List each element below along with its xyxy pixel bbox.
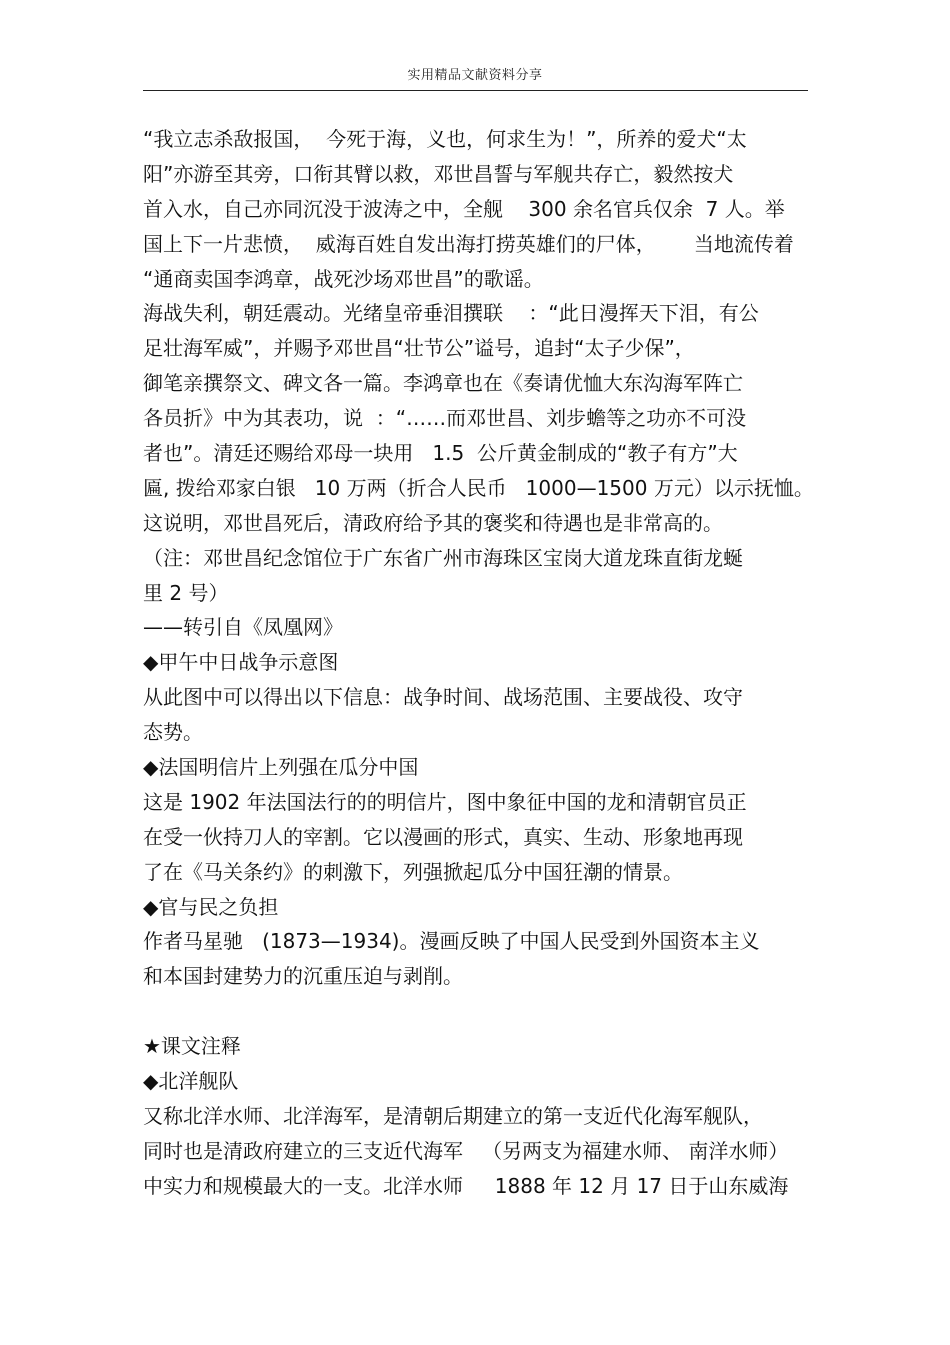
section-heading: ◆甲午中日战争示意图 xyxy=(143,650,339,675)
text-line: 御笔亲撰祭文、碑文各一篇。李鸿章也在《奏请优恤大东沟海军阵亡 xyxy=(143,371,743,396)
text-line: 作者马星驰 (1873—1934)。漫画反映了中国人民受到外国资本主义 xyxy=(143,929,760,954)
text-line: 和本国封建势力的沉重压迫与剥削。 xyxy=(143,964,463,989)
text-line: 匾, 拨给邓家白银 10 万两（折合人民币 1000—1500 万元）以示抚恤。 xyxy=(143,475,814,500)
text-line: 国上下一片悲愤， 威海百姓自发出海打捞英雄们的尸体， 当地流传着 xyxy=(143,231,794,256)
source-citation: ——转引自《凤凰网》 xyxy=(143,615,343,640)
section-heading: ◆北洋舰队 xyxy=(143,1069,239,1094)
blank-line xyxy=(143,994,823,1029)
text-line: 者也”。清廷还赐给邓母一块用 1.5 公斤黄金制成的“教子有方”大 xyxy=(143,441,738,466)
text-line: 足壮海军威”，并赐予邓世昌“壮节公”谥号，追封“太子少保”， xyxy=(143,336,695,361)
text-line: 首入水，自己亦同沉没于波涛之中，全舰 300 余名官兵仅余 7 人。举 xyxy=(143,196,785,221)
section-heading: ◆官与民之负担 xyxy=(143,894,279,919)
text-line: 海战失利，朝廷震动。光绪皇帝垂泪撰联 ：“此日漫挥天下泪，有公 xyxy=(143,301,759,326)
text-line: （注：邓世昌纪念馆位于广东省广州市海珠区宝岗大道龙珠直街龙蜒 xyxy=(143,545,743,570)
text-line: 又称北洋水师、北洋海军，是清朝后期建立的第一支近代化海军舰队， xyxy=(143,1103,763,1128)
text-line: “通商卖国李鸿章，战死沙场邓世昌”的歌谣。 xyxy=(143,266,544,291)
text-line: 同时也是清政府建立的三支近代海军 （另两支为福建水师、 南洋水师） xyxy=(143,1138,789,1163)
text-line: “我立志杀敌报国， 今死于海，义也，何求生为！”，所养的爱犬“太 xyxy=(143,127,747,151)
section-heading: ★课文注释 xyxy=(143,1034,241,1059)
document-body xyxy=(143,122,823,1204)
text-line: 中实力和规模最大的一支。北洋水师 1888 年 12 月 17 日于山东威海 xyxy=(143,1173,789,1198)
text-line: 阳”亦游至其旁，口衔其臂以救，邓世昌誓与军舰共存亡，毅然按犬 xyxy=(143,161,734,186)
text-line: 从此图中可以得出以下信息：战争时间、战场范围、主要战役、攻守 xyxy=(143,685,743,710)
text-line: 在受一伙持刀人的宰割。它以漫画的形式，真实、生动、形象地再现 xyxy=(143,824,743,849)
text-line: 各员折》中为其表功，说 ：“……而邓世昌、刘步蟾等之功亦不可没 xyxy=(143,406,747,431)
text-line: 里 2 号） xyxy=(143,580,229,605)
header-divider xyxy=(143,90,808,91)
text-line: 这是 1902 年法国法行的的明信片，图中象征中国的龙和清朝官员正 xyxy=(143,789,747,814)
page-header: 实用精品文献资料分享 xyxy=(407,68,543,83)
text-line: 了在《马关条约》的刺激下，列强掀起瓜分中国狂潮的情景。 xyxy=(143,859,683,884)
text-line: 态势。 xyxy=(143,720,203,745)
section-heading: ◆法国明信片上列强在瓜分中国 xyxy=(143,755,419,780)
text-line: 这说明，邓世昌死后，清政府给予其的褒奖和待遇也是非常高的。 xyxy=(143,510,723,535)
